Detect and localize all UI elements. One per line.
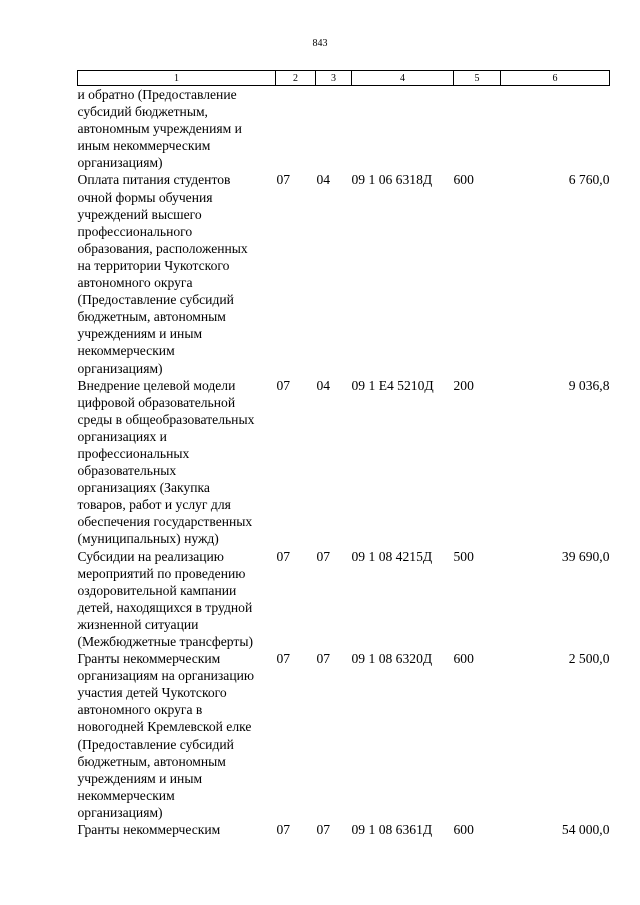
header-cell-name: 1 bbox=[78, 71, 276, 86]
description-line: профессионального bbox=[77, 223, 193, 239]
row-description bbox=[78, 171, 276, 376]
row-target-article: 09 1 06 6318Д bbox=[351, 172, 433, 188]
description-line: Внедрение целевой модели bbox=[77, 377, 236, 393]
row-section: 07 bbox=[276, 172, 291, 188]
description-line: автономным учреждениям и bbox=[77, 121, 242, 137]
row-expense-type: 500 bbox=[453, 548, 474, 564]
description-line: оздоровительной кампании bbox=[77, 582, 237, 598]
header-cell-subsection: 3 bbox=[316, 71, 352, 86]
table-row bbox=[78, 650, 610, 821]
description-line: на территории Чукотского bbox=[77, 257, 230, 273]
description-line: Гранты некоммерческим bbox=[77, 651, 221, 667]
row-section: 07 bbox=[276, 822, 291, 838]
row-section: 07 bbox=[276, 548, 291, 564]
table-row bbox=[78, 377, 610, 548]
description-line: жизненной ситуации bbox=[77, 616, 199, 632]
description-line: некоммерческим bbox=[77, 343, 175, 359]
description-line: организациям на организацию bbox=[77, 668, 255, 684]
budget-table bbox=[77, 70, 610, 838]
row-expense-type: 600 bbox=[453, 172, 474, 188]
description-line: субсидий бюджетным, bbox=[77, 104, 208, 120]
row-amount bbox=[501, 86, 610, 172]
row-target-article: 09 1 08 6361Д bbox=[351, 822, 433, 838]
description-line: организациям) bbox=[77, 360, 163, 376]
description-line: бюджетным, автономным bbox=[77, 753, 226, 769]
description-line: бюджетным, автономным bbox=[77, 309, 226, 325]
description-line: среды в общеобразовательных bbox=[77, 411, 255, 427]
description-line: участия детей Чукотского bbox=[77, 685, 227, 701]
description-line: мероприятий по проведению bbox=[77, 565, 246, 581]
row-description bbox=[78, 821, 276, 838]
row-amount: 6 760,0 bbox=[568, 172, 610, 188]
description-line: профессиональных bbox=[77, 445, 190, 461]
description-line: некоммерческим bbox=[77, 787, 175, 803]
row-subsection: 04 bbox=[316, 172, 331, 188]
description-line: автономного округа в bbox=[77, 702, 203, 718]
row-subsection: 07 bbox=[316, 548, 331, 564]
description-line: детей, находящихся в трудной bbox=[77, 599, 253, 615]
table-row bbox=[78, 171, 610, 376]
row-amount: 54 000,0 bbox=[561, 822, 610, 838]
row-description bbox=[78, 548, 276, 651]
description-line: цифровой образовательной bbox=[77, 394, 236, 410]
row-description bbox=[78, 650, 276, 821]
description-line: учреждениям и иным bbox=[77, 326, 203, 342]
description-line: образовательных bbox=[77, 463, 177, 479]
row-amount: 2 500,0 bbox=[568, 651, 610, 667]
description-line: организациям) bbox=[77, 804, 163, 820]
row-subsection bbox=[316, 86, 352, 172]
description-line: иным некоммерческим bbox=[77, 138, 211, 154]
row-target-article: 09 1 E4 5210Д bbox=[351, 377, 434, 393]
row-target-article: 09 1 08 4215Д bbox=[351, 548, 433, 564]
page-number: 843 bbox=[312, 38, 328, 49]
table-row bbox=[78, 548, 610, 651]
description-line: организациях и bbox=[77, 428, 167, 444]
header-cell-target: 4 bbox=[352, 71, 454, 86]
description-line: учреждениям и иным bbox=[77, 770, 203, 786]
table-row bbox=[78, 821, 610, 838]
row-section: 07 bbox=[276, 651, 291, 667]
row-description bbox=[78, 86, 276, 172]
row-expense-type: 200 bbox=[453, 377, 474, 393]
description-line: (Предоставление субсидий bbox=[77, 292, 234, 308]
description-line: и обратно (Предоставление bbox=[77, 87, 237, 102]
header-cell-expense-type: 5 bbox=[454, 71, 501, 86]
description-line: Субсидии на реализацию bbox=[77, 548, 224, 564]
description-line: организациях (Закупка bbox=[77, 480, 210, 496]
row-expense-type bbox=[454, 86, 501, 172]
table-body bbox=[78, 86, 610, 839]
description-line: обеспечения государственных bbox=[77, 514, 253, 530]
header-cell-section: 2 bbox=[276, 71, 316, 86]
row-target-article bbox=[352, 86, 454, 172]
description-line: организациям) bbox=[77, 155, 163, 171]
description-line: (муниципальных) нужд) bbox=[77, 531, 219, 547]
row-section bbox=[276, 86, 316, 172]
description-line: новогодней Кремлевской елке bbox=[77, 719, 252, 735]
description-line: товаров, работ и услуг для bbox=[77, 497, 231, 513]
row-subsection: 07 bbox=[316, 822, 331, 838]
description-line: очной формы обучения bbox=[77, 189, 213, 205]
description-line: Гранты некоммерческим bbox=[77, 822, 221, 838]
row-target-article: 09 1 08 6320Д bbox=[351, 651, 433, 667]
header-cell-amount: 6 bbox=[501, 71, 610, 86]
description-line: автономного округа bbox=[77, 275, 193, 291]
description-line: (Межбюджетные трансферты) bbox=[77, 634, 253, 649]
row-amount: 9 036,8 bbox=[568, 377, 610, 393]
description-line: Оплата питания студентов bbox=[77, 172, 231, 188]
row-subsection: 04 bbox=[316, 377, 331, 393]
row-section: 07 bbox=[276, 377, 291, 393]
row-amount: 39 690,0 bbox=[561, 548, 610, 564]
description-line: (Предоставление субсидий bbox=[77, 736, 234, 752]
row-expense-type: 600 bbox=[453, 651, 474, 667]
table-row bbox=[78, 86, 610, 172]
description-line: учреждений высшего bbox=[77, 206, 202, 222]
table-header-row bbox=[78, 71, 610, 86]
row-expense-type: 600 bbox=[453, 822, 474, 838]
row-subsection: 07 bbox=[316, 651, 331, 667]
row-description bbox=[78, 377, 276, 548]
description-line: образования, расположенных bbox=[77, 240, 248, 256]
